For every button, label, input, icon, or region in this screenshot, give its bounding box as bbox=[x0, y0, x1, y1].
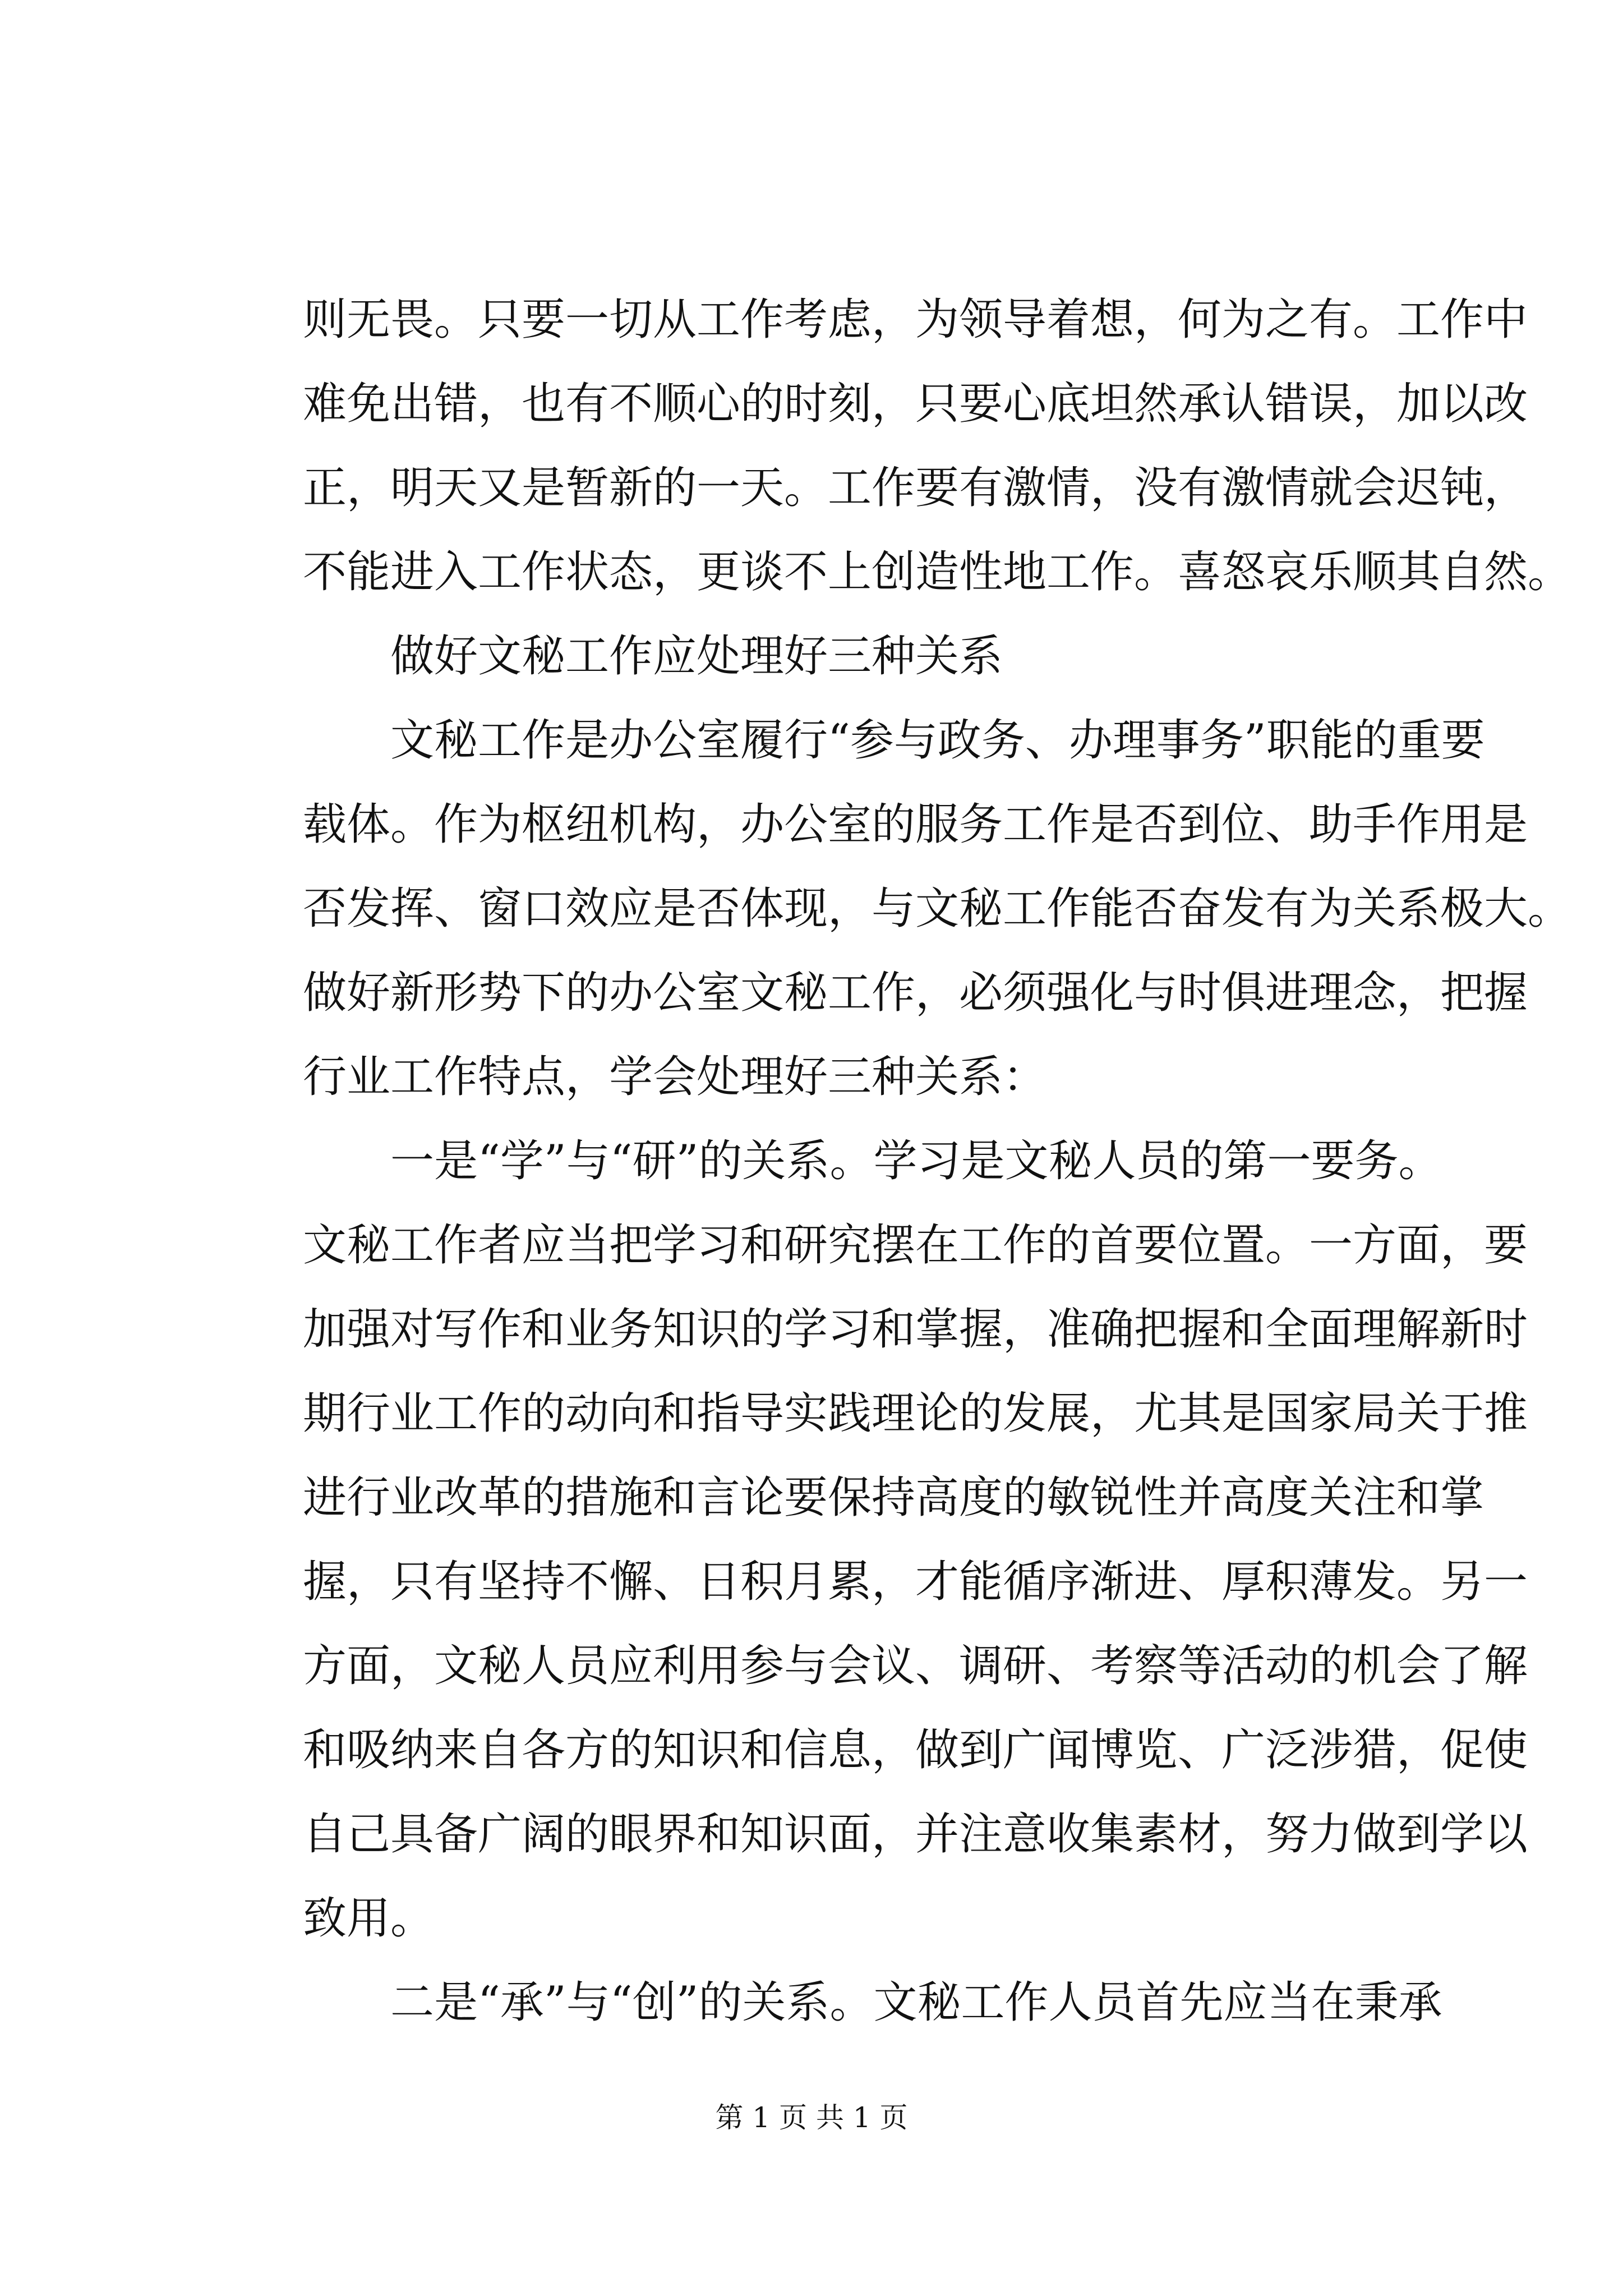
body-line: 文秘工作是办公室履行“参与政务、办理事务”职能的重要 bbox=[303, 715, 1485, 766]
body-line: 文秘工作者应当把学习和研究摆在工作的首要位置。一方面，要 bbox=[303, 1220, 1528, 1271]
body-line: 进行业改革的措施和言论要保持高度的敏锐性并高度关注和掌 bbox=[303, 1473, 1484, 1523]
page-footer: 第 1 页 共 1 页 bbox=[715, 2101, 908, 2134]
body-line: 和吸纳来自各方的知识和信息，做到广闻博览、广泛涉猎，促使 bbox=[303, 1725, 1528, 1775]
section-heading: 做好文秘工作应处理好三种关系 bbox=[303, 631, 1003, 682]
body-line: 则无畏。只要一切从工作考虑，为领导着想，何为之有。工作中 bbox=[303, 295, 1528, 345]
body-line: 做好新形势下的办公室文秘工作，必须强化与时俱进理念，把握 bbox=[303, 968, 1528, 1018]
body-line: 否发挥、窗口效应是否体现，与文秘工作能否奋发有为关系极大。 bbox=[303, 884, 1572, 934]
body-line: 致用。 bbox=[303, 1893, 435, 1944]
body-line: 载体。作为枢纽机构，办公室的服务工作是否到位、助手作用是 bbox=[303, 799, 1528, 850]
body-line: 一是“学”与“研”的关系。学习是文秘人员的第一要务。 bbox=[303, 1136, 1442, 1186]
body-line: 行业工作特点，学会处理好三种关系： bbox=[303, 1052, 1047, 1102]
body-line: 二是“承”与“创”的关系。文秘工作人员首先应当在秉承 bbox=[303, 1977, 1442, 2028]
body-line: 不能进入工作状态，更谈不上创造性地工作。喜怒哀乐顺其自然。 bbox=[303, 547, 1572, 597]
body-line: 期行业工作的动向和指导实践理论的发展，尤其是国家局关于推 bbox=[303, 1388, 1528, 1439]
body-line: 难免出错，也有不顺心的时刻，只要心底坦然承认错误，加以改 bbox=[303, 379, 1528, 429]
body-line: 方面，文秘人员应利用参与会议、调研、考察等活动的机会了解 bbox=[303, 1641, 1528, 1691]
body-line: 正，明天又是暂新的一天。工作要有激情，没有激情就会迟钝， bbox=[303, 463, 1528, 513]
body-line: 握，只有坚持不懈、日积月累，才能循序渐进、厚积薄发。另一 bbox=[303, 1557, 1528, 1607]
body-line: 自己具备广阔的眼界和知识面，并注意收集素材，努力做到学以 bbox=[303, 1809, 1528, 1860]
body-line: 加强对写作和业务知识的学习和掌握，准确把握和全面理解新时 bbox=[303, 1304, 1528, 1355]
